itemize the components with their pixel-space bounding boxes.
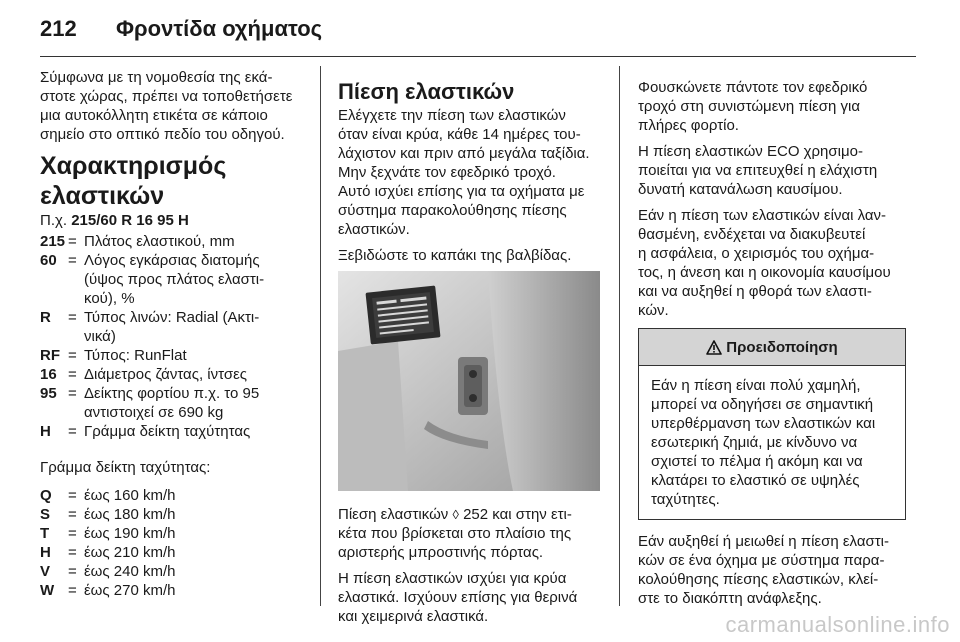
text-line: κολούθησης πίεσης ελαστικών, κλεί- [638, 571, 879, 588]
column-pressure-notes [638, 68, 906, 615]
text-line: κών σε ένα όχημα με σύστημα παρα- [638, 552, 885, 569]
speed-key: Q [40, 487, 52, 504]
text-line: σχιστεί το πέλμα ή ακόμη και να [651, 453, 863, 470]
text-line: μια αυτοκόλλητη ετικέτα σε κάποιο [40, 107, 268, 124]
speed-value: έως 210 km/h [84, 544, 176, 561]
text-line: Εάν η πίεση των ελαστικών είναι λαν- [638, 207, 887, 224]
text-line: σύστημα παρακολούθησης πίεσης [338, 202, 567, 219]
text-line: λάχιστον και πριν από μεγάλα ταξίδια. [338, 145, 590, 162]
door-pillar-illustration [338, 271, 600, 491]
speed-row: H = έως 210 km/h [40, 543, 310, 562]
warning-triangle-icon [706, 340, 722, 355]
definition-value: νικά) [84, 328, 116, 345]
speed-row: W = έως 270 km/h [40, 581, 310, 600]
text-line: Ελέγχετε την πίεση των ελαστικών [338, 107, 566, 124]
warning-box [638, 328, 906, 520]
wrong-pressure-paragraph [638, 206, 906, 320]
example-code [40, 211, 310, 230]
text-line: Αυτό ισχύει επίσης για τα οχήματα με [338, 183, 585, 200]
pressure-paragraph [338, 106, 600, 239]
column-divider [320, 66, 321, 606]
column-tyre-pressure [338, 68, 600, 633]
text-line: Σύμφωνα με τη νομοθεσία της εκά- [40, 69, 273, 86]
text-line: Μην ξεχνάτε τον εφεδρικό τροχό. [338, 164, 556, 181]
definition-value: Διάμετρος ζάντας, ίντσες [84, 366, 248, 383]
label-location-paragraph [338, 505, 600, 562]
text-line: ελαστικών. [338, 221, 410, 238]
cross-reference-icon: ◊ [452, 507, 459, 522]
definition-key: H [40, 423, 51, 440]
monitoring-system-paragraph [638, 532, 906, 608]
warning-body [639, 366, 905, 519]
definition-list [40, 232, 310, 441]
definition-row: 215 = Πλάτος ελαστικού, mm [40, 233, 235, 250]
text-line: η ασφάλεια, ο χειρισμός του οχήμα- [638, 245, 875, 262]
page-title: Φροντίδα οχήματος [116, 16, 323, 41]
text-line: ταχύτητες. [651, 491, 720, 508]
text-line: πλήρες φορτίο. [638, 117, 739, 134]
text-line: και χειμερινά ελαστικά. [338, 608, 489, 625]
definition-row: 16 = Διάμετρος ζάντας, ίντσες [40, 366, 248, 383]
text-line: Η πίεση ελαστικών ECO χρησιμο- [638, 143, 863, 160]
definition-value: Γράμμα δείκτη ταχύτητας [84, 423, 251, 440]
speed-list [40, 486, 310, 600]
spare-wheel-paragraph [638, 78, 906, 135]
definition-value: Δείκτης φορτίου π.χ. το 95 [84, 385, 260, 402]
definition-value: Λόγος εγκάρσιας διατομής [84, 252, 260, 269]
intro-paragraph [40, 68, 310, 144]
speed-intro: Γράμμα δείκτη ταχύτητας: [40, 459, 211, 476]
definition-key: RF [40, 347, 60, 364]
definition-value: αντιστοιχεί σε 690 kg [84, 404, 224, 421]
text-line: Εάν η πίεση είναι πολύ χαμηλή, [651, 377, 861, 394]
page-header [0, 0, 960, 64]
cold-tyre-paragraph [338, 569, 600, 626]
text-line: ελαστικά. Ισχύουν επίσης για θερινά [338, 589, 578, 606]
warning-title: Προειδοποίηση [726, 338, 838, 356]
speed-key: H [40, 544, 51, 561]
speed-key: S [40, 506, 51, 523]
definition-key: R [40, 309, 51, 326]
text-line: Η πίεση ελαστικών ισχύει για κρύα [338, 570, 567, 587]
definition-value: κού), % [84, 290, 135, 307]
text-line: ποιείται για να επιτευχθεί η ελάχιστη [638, 162, 878, 179]
speed-row: Q = έως 160 km/h [40, 486, 310, 505]
definition-value: Τύπος λινών: Radial (Ακτι- [84, 309, 260, 326]
example-code-value: 215/60 R 16 95 H [71, 212, 189, 229]
speed-value: έως 240 km/h [84, 563, 176, 580]
speed-key: T [40, 525, 50, 542]
definition-value: (ύψος προς πλάτος ελαστι- [84, 271, 265, 288]
speed-value: έως 160 km/h [84, 487, 176, 504]
definition-row: RF = Τύπος: RunFlat [40, 347, 187, 364]
text-line: τροχό στη συνιστώμενη πίεση για [638, 98, 861, 115]
text-line: αριστερής μπροστινής πόρτας. [338, 544, 544, 561]
column-tyre-designation [40, 68, 310, 600]
definition-row: 60 = Λόγος εγκάρσιας διατομής (ύψος προς πλάτος ελαστι- κού), % [40, 251, 310, 308]
speed-row: S = έως 180 km/h [40, 505, 310, 524]
text-line: Φουσκώνετε πάντοτε τον εφεδρικό [638, 79, 868, 96]
text-line: στε το διακόπτη ανάφλεξης. [638, 590, 822, 607]
text-line: κλατάρει το ελαστικό σε υψηλές [651, 472, 860, 489]
text-line: θασμένη, ενδέχεται να διακυβευτεί [638, 226, 866, 243]
valve-instruction: Ξεβιδώστε το καπάκι της βαλβίδας. [338, 247, 572, 264]
speed-row: V = έως 240 km/h [40, 562, 310, 581]
text-line: κών. [638, 302, 669, 319]
text-line: σημείο στο οπτικό πεδίο του οδηγού. [40, 126, 285, 143]
text-line: μπορεί να οδηγήσει σε σημαντική [651, 396, 874, 413]
text-line: στοτε χώρας, πρέπει να τοποθετήσετε [40, 88, 293, 105]
eco-pressure-paragraph [638, 142, 906, 199]
definition-row: R = Τύπος λινών: Radial (Ακτι- νικά) [40, 308, 310, 346]
example-prefix: Π.χ. [40, 212, 72, 229]
definition-key: 16 [40, 366, 57, 383]
door-pillar-label-photo [338, 271, 600, 491]
definition-key: 215 [40, 233, 66, 250]
definition-value: Πλάτος ελαστικού, mm [84, 233, 235, 250]
text-line: Πίεση ελαστικών ◊ 252 και στην ετι- [338, 506, 572, 523]
text-line: υπερθέρμανση των ελαστικών και [651, 415, 876, 432]
speed-value: έως 190 km/h [84, 525, 176, 542]
text-line: τος, η άνεση και η οικονομία καυσίμου [638, 264, 891, 281]
speed-key: V [40, 563, 51, 580]
header-rule [40, 56, 916, 57]
text-line: δυνατή κατανάλωση καυσίμου. [638, 181, 843, 198]
text-line: όταν είναι κρύα, κάθε 14 ημέρες του- [338, 126, 581, 143]
text-line: κέτα που βρίσκεται στο πλαίσιο της [338, 525, 572, 542]
column-divider [619, 66, 620, 606]
definition-row: 95 = Δείκτης φορτίου π.χ. το 95 αντιστοιχεί σε 690 kg [40, 384, 310, 422]
definition-key: 95 [40, 385, 57, 402]
section-heading: Πίεση ελαστικών [338, 79, 515, 104]
text-line: και να αυξηθεί η φθορά των ελαστι- [638, 283, 872, 300]
definition-row: H = Γράμμα δείκτη ταχύτητας [40, 423, 251, 440]
speed-row: T = έως 190 km/h [40, 524, 310, 543]
definition-key: 60 [40, 252, 57, 269]
watermark: carmanualsonline.info [725, 612, 950, 637]
speed-value: έως 270 km/h [84, 582, 176, 599]
text-line: Εάν αυξηθεί ή μειωθεί η πίεση ελαστι- [638, 533, 890, 550]
speed-key: W [40, 582, 55, 599]
speed-value: έως 180 km/h [84, 506, 176, 523]
definition-value: Τύπος: RunFlat [84, 347, 187, 364]
text-line: εσωτερική ζημιά, με κίνδυνο να [651, 434, 858, 451]
section-heading: Χαρακτηρισμός ελαστικών [40, 152, 227, 210]
warning-header [639, 329, 905, 366]
page-number: 212 [40, 16, 77, 41]
